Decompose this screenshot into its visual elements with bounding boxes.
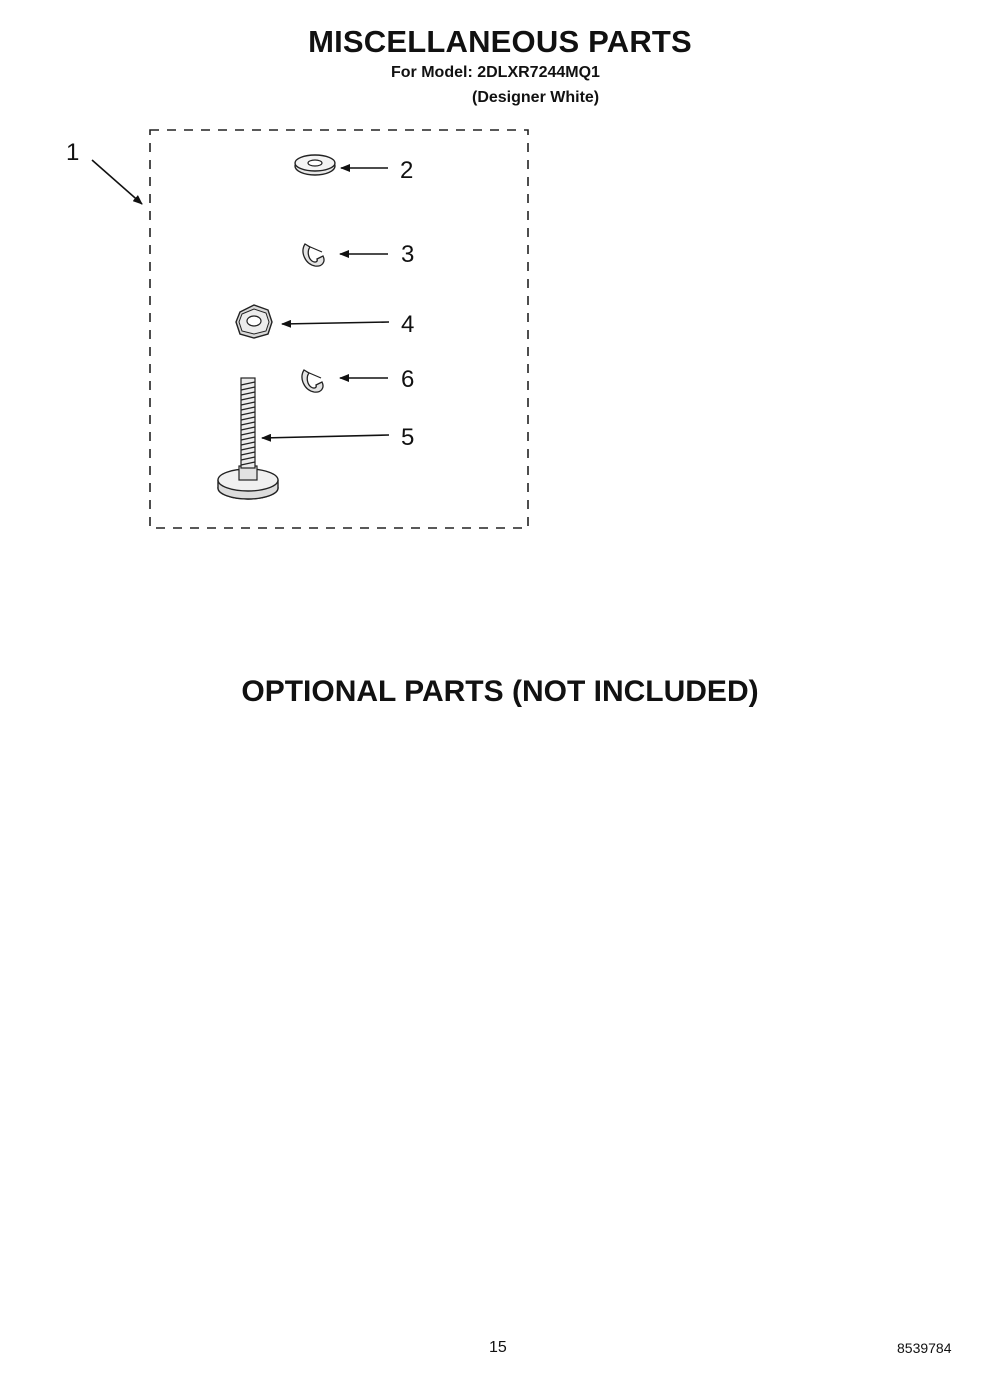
page-title: MISCELLANEOUS PARTS xyxy=(308,24,692,59)
washer-icon xyxy=(295,155,335,175)
model-line: For Model: 2DLXR7244MQ1 xyxy=(391,64,600,81)
variant-line: (Designer White) xyxy=(472,89,600,106)
callout-6-label: 6 xyxy=(401,366,415,393)
callout-5-label: 5 xyxy=(401,424,415,451)
callout-2-label: 2 xyxy=(400,157,414,184)
callout-1-label: 1 xyxy=(66,139,80,166)
clip-icon xyxy=(302,370,323,392)
callout-4-label: 4 xyxy=(401,311,415,338)
optional-parts-title: OPTIONAL PARTS (NOT INCLUDED) xyxy=(241,675,759,708)
hex-nut-icon xyxy=(236,305,272,338)
callout-1-leader xyxy=(92,160,142,204)
callout-3-label: 3 xyxy=(401,241,415,268)
callout-5-leader xyxy=(262,435,389,438)
page-number: 15 xyxy=(489,1339,507,1356)
document-number: 8539784 xyxy=(897,1340,952,1356)
parts-bag-outline xyxy=(150,130,528,528)
callout-4-leader xyxy=(282,322,389,324)
clip-icon xyxy=(303,244,324,266)
